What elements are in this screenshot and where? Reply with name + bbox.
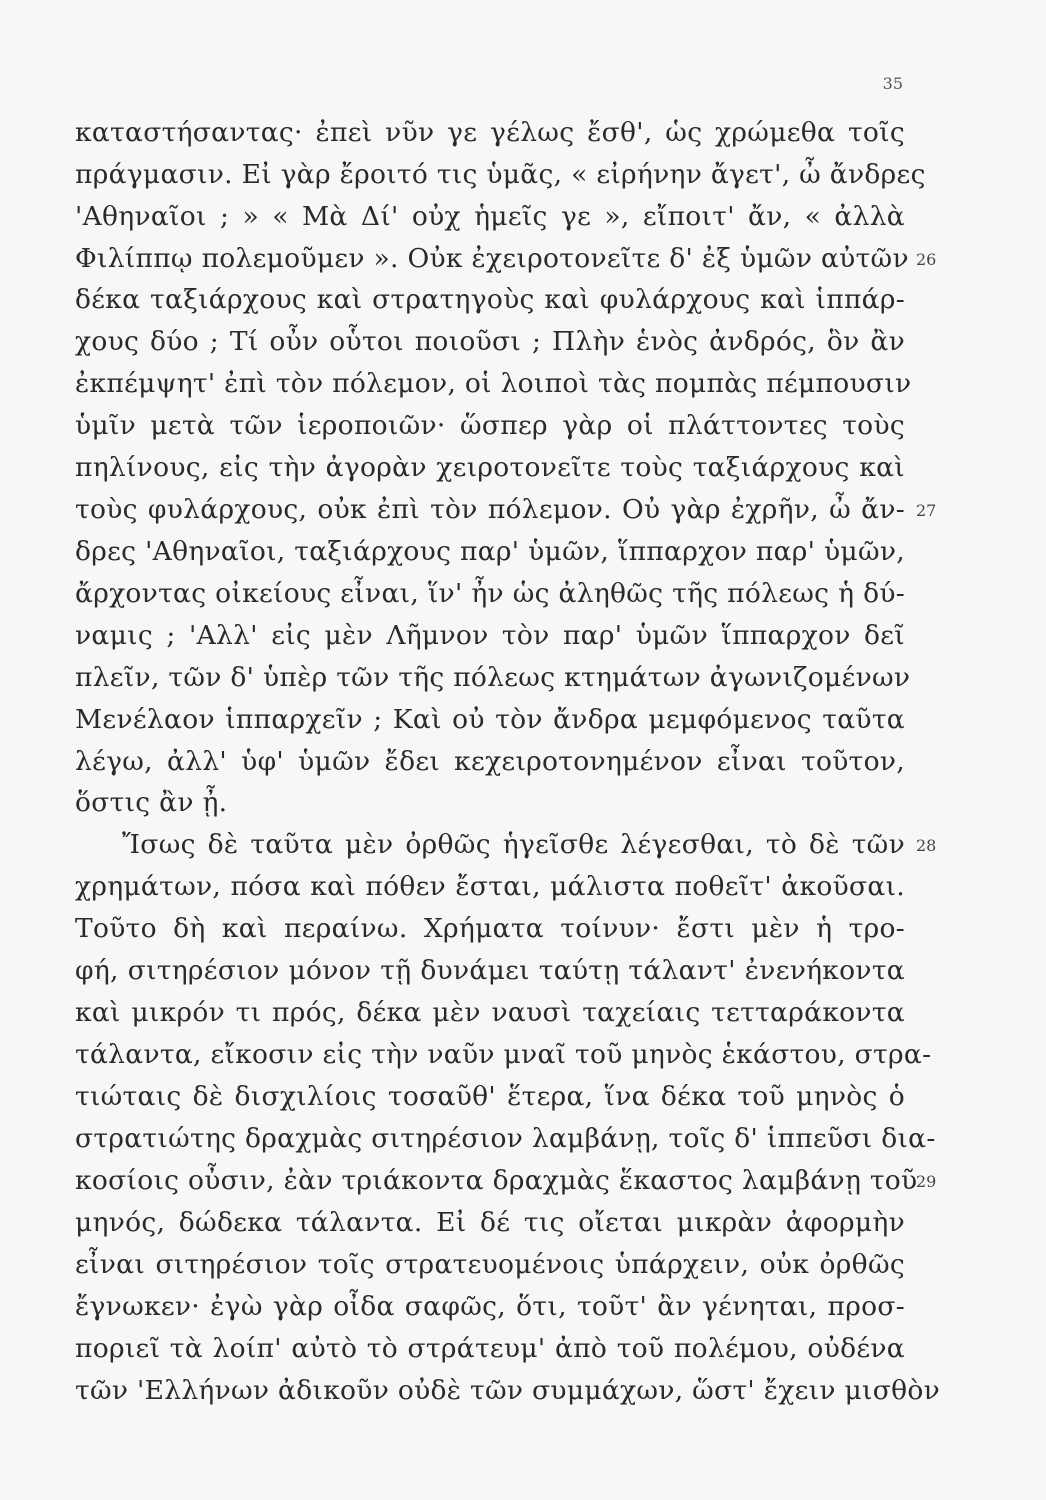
text-line: τιώταις δὲ δισχιλίοις τοσαῦθ' ἕτερα, ἵνα δέκα τοῦ μηνὸς ὁ (75, 1081, 905, 1112)
text-line: τῶν 'Ελλήνων ἀδικοῦν οὐδὲ τῶν συμμάχων, ὥστ' ἔχειν μισθὸν (75, 1375, 940, 1406)
text-line: δρες 'Αθηναῖοι, ταξιάρχους παρ' ὑμῶν, ἵππαρχον παρ' ὑμῶν, (75, 536, 905, 567)
text-line: χους δύο ; Τί οὖν οὗτοι ποιοῦσι ; Πλὴν ἑνὸς ἀνδρός, ὃν ἂν (75, 326, 905, 357)
text-line: πηλίνους, εἰς τὴν ἀγορὰν χειροτονεῖτε τοὺς ταξιάρχους καὶ (75, 452, 905, 483)
text-line: δέκα ταξιάρχους καὶ στρατηγοὺς καὶ φυλάρχους καὶ ἱππάρ- (75, 284, 905, 315)
text-line: ὅστις ἂν ᾖ. (75, 787, 228, 818)
text-line: ἔγνωκεν· ἐγὼ γὰρ οἶδα σαφῶς, ὅτι, τοῦτ' ἂν γένηται, προσ- (75, 1291, 905, 1322)
text-line: φή, σιτηρέσιον μόνον τῇ δυνάμει ταύτῃ τάλαντ' ἐνενήκοντα (75, 955, 905, 986)
section-number: 27 (916, 501, 937, 520)
text-line: μηνός, δώδεκα τάλαντα. Εἰ δέ τις οἴεται μικρὰν ἀφορμὴν (75, 1207, 905, 1238)
text-line: 'Αθηναῖοι ; » « Μὰ Δί' οὐχ ἡμεῖς γε », εἴποιτ' ἄν, « ἀλλὰ (75, 201, 905, 232)
text-line: Μενέλαον ἱππαρχεῖν ; Καὶ οὐ τὸν ἄνδρα μεμφόμενος ταῦτα (75, 704, 905, 735)
text-line: τοὺς φυλάρχους, οὐκ ἐπὶ τὸν πόλεμον. Οὐ γὰρ ἐχρῆν, ὦ ἄν- (75, 494, 905, 525)
text-line: ἐκπέμψητ' ἐπὶ τὸν πόλεμον, οἱ λοιποὶ τὰς πομπὰς πέμπουσιν (75, 368, 912, 399)
text-line: Ἴσως δὲ ταῦτα μὲν ὀρθῶς ἡγεῖσθε λέγεσθαι, τὸ δὲ τῶν (122, 829, 905, 860)
section-number: 29 (916, 1172, 937, 1191)
section-number: 28 (916, 836, 937, 855)
text-line: Τοῦτο δὴ καὶ περαίνω. Χρήματα τοίνυν· ἔστι μὲν ἡ τρο- (75, 913, 905, 944)
text-line: καὶ μικρόν τι πρός, δέκα μὲν ναυσὶ ταχείαις τετταράκοντα (75, 997, 905, 1028)
text-line: πλεῖν, τῶν δ' ὑπὲρ τῶν τῆς πόλεως κτημάτων ἀγωνιζομένων (75, 662, 911, 693)
text-line: στρατιώτης δραχμὰς σιτηρέσιον λαμβάνῃ, τοῖς δ' ἱππεῦσι δια- (75, 1123, 936, 1154)
text-line: τάλαντα, εἴκοσιν εἰς τὴν ναῦν μναῖ τοῦ μηνὸς ἑκάστου, στρα- (75, 1039, 932, 1070)
text-line: καταστήσαντας· ἐπεὶ νῦν γε γέλως ἔσθ', ὡς χρώμεθα τοῖς (75, 117, 905, 148)
text-line: ἄρχοντας οἰκείους εἶναι, ἵν' ἦν ὡς ἀληθῶς τῆς πόλεως ἡ δύ- (75, 578, 905, 609)
text-line: ναμις ; 'Αλλ' εἰς μὲν Λῆμνον τὸν παρ' ὑμῶν ἵππαρχον δεῖ (75, 620, 905, 651)
text-line: ποριεῖ τὰ λοίπ' αὐτὸ τὸ στράτευμ' ἀπὸ τοῦ πολέμου, οὐδένα (75, 1333, 905, 1364)
text-line: λέγω, ἀλλ' ὑφ' ὑμῶν ἔδει κεχειροτονημένον εἶναι τοῦτον, (75, 746, 905, 777)
text-line: εἶναι σιτηρέσιον τοῖς στρατευομένοις ὑπάρχειν, οὐκ ὀρθῶς (75, 1249, 905, 1280)
text-line: κοσίοις οὖσιν, ἐὰν τριάκοντα δραχμὰς ἕκαστος λαμβάνῃ τοῦ (75, 1165, 918, 1196)
text-line: ὑμῖν μετὰ τῶν ἱεροποιῶν· ὥσπερ γὰρ οἱ πλάττοντες τοὺς (75, 410, 905, 441)
text-line: χρημάτων, πόσα καὶ πόθεν ἔσται, μάλιστα ποθεῖτ' ἀκοῦσαι. (75, 871, 905, 902)
page-number: 35 (882, 74, 903, 93)
section-number: 26 (916, 250, 937, 269)
text-line: Φιλίππῳ πολεμοῦμεν ». Οὐκ ἐχειροτονεῖτε δ' ἐξ ὑμῶν αὐτῶν (75, 243, 909, 274)
text-line: πράγμασιν. Εἰ γὰρ ἔροιτό τις ὑμᾶς, « εἰρήνην ἄγετ', ὦ ἄνδρες (75, 159, 926, 190)
